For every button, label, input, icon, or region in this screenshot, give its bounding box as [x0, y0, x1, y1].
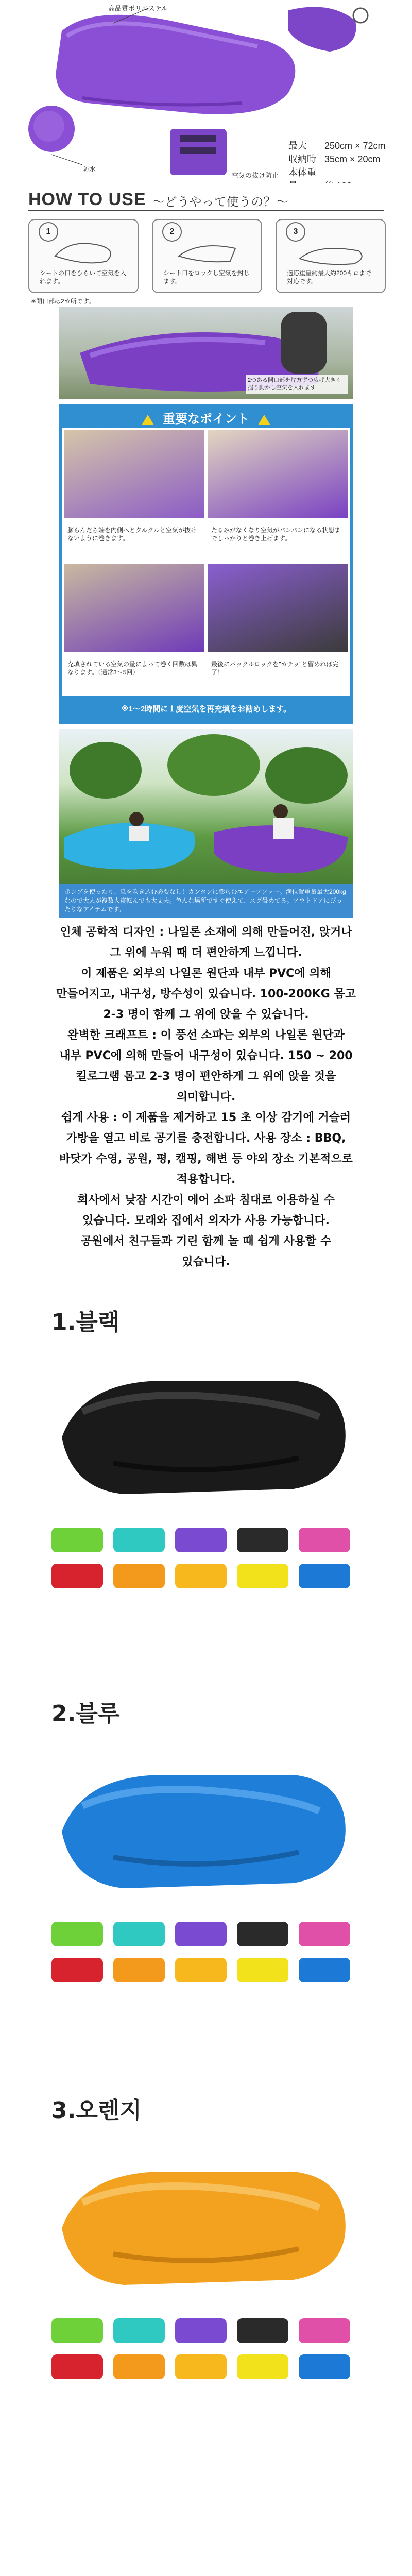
howto-note: ※開口部は2カ所です。 [31, 298, 95, 305]
description-line: 2-3 명이 함께 그 위에 앉을 수 있습니다. [103, 1008, 309, 1021]
spec-weight-label: 本体重 [288, 167, 316, 178]
swatch-blue [299, 1958, 350, 1982]
description-line: 만들어지고, 내구성, 방수성이 있습니다. 100-200KG 몸고 [56, 988, 356, 1001]
step-text-3: 適応重量約最大約200キロまで対応です。 [287, 269, 372, 285]
howto-steps [28, 219, 384, 291]
spec-pack: 35cm × 20cm [324, 154, 381, 164]
swatch-pink [299, 1922, 350, 1946]
swatch-yellow-orange [175, 1958, 227, 1982]
swatch-yellow [237, 1958, 288, 1982]
points-section [59, 404, 353, 724]
description-block [52, 922, 360, 1273]
swatch-black [237, 2318, 288, 2343]
swatch-black [237, 1922, 288, 1946]
swatch-blue [299, 2354, 350, 2379]
howto-photo-caption: 2つある開口部を片方ずつ広げ大きく揺り動かし空気を入れます [246, 375, 348, 394]
point-photo-1 [64, 430, 204, 518]
swatch-yellow-orange [175, 1564, 227, 1588]
swatch-blue [299, 1564, 350, 1588]
point-card-2 [206, 428, 350, 562]
swatch-orange [113, 2354, 165, 2379]
variant-title-blue: 2.블루 [52, 1701, 120, 1727]
lifestyle-art [59, 729, 353, 884]
swatch-orange [113, 1564, 165, 1588]
description-line: 완벽한 크래프트 : 이 풍선 소파는 외부의 나일론 원단과 [67, 1029, 345, 1042]
howto-header [28, 187, 384, 211]
lifestyle-caption: ポンプを使ったり、息を吹き込む必要なし！カンタンに膨らむエアーソファー。満位置重量最大200kgなので大人が複数人寝転んでも大丈夫。色んな場所ですぐ使えて、スグ畳めてる。アウトドアにぴったりなアイテムです。 [59, 884, 353, 918]
swatch-teal [113, 2318, 165, 2343]
point-photo-2 [208, 430, 348, 518]
swatch-purple [175, 1922, 227, 1946]
howto-section [0, 183, 412, 399]
point-text-3: 充填されている空気の量によって巻く回数は異なります。（通常3〜5回） [67, 660, 198, 676]
top-product-section [0, 0, 412, 183]
point-photo-3 [64, 564, 204, 652]
step-card-3 [276, 219, 386, 293]
swatch-red [52, 1958, 103, 1982]
description-line: 바닷가 수영, 공원, 평, 캠핑, 해변 등 야외 장소 기본적으로 [59, 1153, 353, 1165]
howto-photo [59, 307, 353, 399]
variant-title-black: 1.블랙 [52, 1309, 120, 1335]
description-line: 인체 공학적 디자인 : 나일론 소재에 의해 만들어진, 앉거나 [60, 926, 352, 939]
point-text-2: たるみがなくなり空気がパンパンになる状態までしっかりと巻き上げます。 [211, 527, 341, 542]
swatch-black [237, 1528, 288, 1552]
warning-icon-right [258, 415, 270, 425]
point-text-4: 最後にバックルロックを"カチッ"と留めれば完了！ [211, 660, 339, 676]
swatch-yellow [237, 2354, 288, 2379]
step-illustration-3 [297, 235, 369, 266]
points-footer: ※1〜2時間に１度空気を再充填をお勧めします。 [121, 705, 291, 714]
swatch-teal [113, 1922, 165, 1946]
points-title: 重要なポイント [163, 412, 249, 426]
description-line: 의미합니다. [176, 1091, 236, 1104]
spec-size-label: 最大 [288, 141, 307, 151]
description-line: 가방을 열고 비로 공기를 충전합니다. 사용 장소 : BBQ, [66, 1132, 346, 1145]
warning-icon [142, 415, 154, 425]
spec-pack-label: 収納時 [288, 154, 316, 164]
swatch-green [52, 2318, 103, 2343]
variant-panel-blue [52, 1744, 360, 2053]
howto-title: HOW TO USE [28, 190, 146, 209]
swatch-purple [175, 1528, 227, 1552]
label-material: 高品質ポリエステル [108, 5, 168, 12]
spec-size: 250cm × 72cm [324, 141, 386, 151]
description-line: 있습니다. [182, 1256, 230, 1268]
lifestyle-photo [59, 729, 353, 884]
swatch-row [52, 2318, 360, 2411]
sofa-orange-image [52, 2141, 360, 2306]
description-line: 회사에서 낮잠 시간이 에어 소파 침대로 이용하실 수 [77, 1194, 335, 1207]
description-line: 내부 PVC에 의해 만들어 내구성이 있습니다. 150 ~ 200 [59, 1049, 353, 1062]
swatch-pink [299, 1528, 350, 1552]
swatch-yellow [237, 1564, 288, 1588]
label-valve: 防水 [82, 165, 96, 173]
step-number-3: 3 [286, 222, 305, 242]
howto-subtitle: 〜どうやって使うの？〜 [152, 195, 288, 209]
point-text-1: 膨らんだら端を内側へとクルクルと空気が抜けないように巻きます。 [67, 527, 197, 542]
swatch-red [52, 1564, 103, 1588]
description-line: 쉽게 사용 : 이 제품을 제거하고 15 초 이상 감기에 거슬러 [61, 1111, 351, 1124]
description-line: 그 위에 누워 때 더 편안하게 느낍니다. [110, 946, 302, 959]
variant-panel-black [52, 1350, 360, 1659]
description-line: 킬로그램 몸고 2-3 명이 편안하게 그 위에 앉을 것을 [76, 1070, 336, 1083]
swatch-red [52, 2354, 103, 2379]
step-illustration-2 [174, 235, 246, 266]
step-text-1: シートの口をひらいて空気を入れます。 [40, 269, 127, 285]
swatch-green [52, 1528, 103, 1552]
swatch-orange [113, 1958, 165, 1982]
description-line: 적용합니다. [176, 1173, 236, 1186]
description-line: 이 제품은 외부의 나일론 원단과 내부 PVC에 의해 [81, 967, 331, 980]
swatch-teal [113, 1528, 165, 1552]
point-photo-4 [208, 564, 348, 652]
swatch-purple [175, 2318, 227, 2343]
swatch-yellow-orange [175, 2354, 227, 2379]
step-card-2 [152, 219, 262, 293]
step-card-1 [28, 219, 139, 293]
variant-panel-orange [52, 2141, 360, 2460]
points-header [59, 409, 353, 427]
point-card-1 [62, 428, 206, 562]
point-card-3 [62, 562, 206, 696]
sofa-black-image [52, 1350, 360, 1515]
step-number-1: 1 [39, 222, 58, 242]
swatch-row [52, 1922, 360, 2014]
swatch-row [52, 1528, 360, 1620]
description-line: 공원에서 친구들과 기린 함께 놀 때 쉽게 사용할 수 [80, 1235, 332, 1248]
step-number-2: 2 [162, 222, 182, 242]
swatch-green [52, 1922, 103, 1946]
swatch-pink [299, 2318, 350, 2343]
variant-title-orange: 3.오렌지 [52, 2097, 142, 2124]
label-zip: 空気の抜け防止 [232, 172, 279, 179]
step-text-2: シート口をロックし空気を封じます。 [163, 269, 250, 285]
sofa-blue-image [52, 1744, 360, 1909]
point-card-4 [206, 562, 350, 696]
step-illustration-1 [50, 235, 122, 266]
description-line: 있습니다. 모래와 집에서 의자가 사용 가능합니다. [82, 1214, 330, 1227]
points-grid [62, 428, 350, 696]
